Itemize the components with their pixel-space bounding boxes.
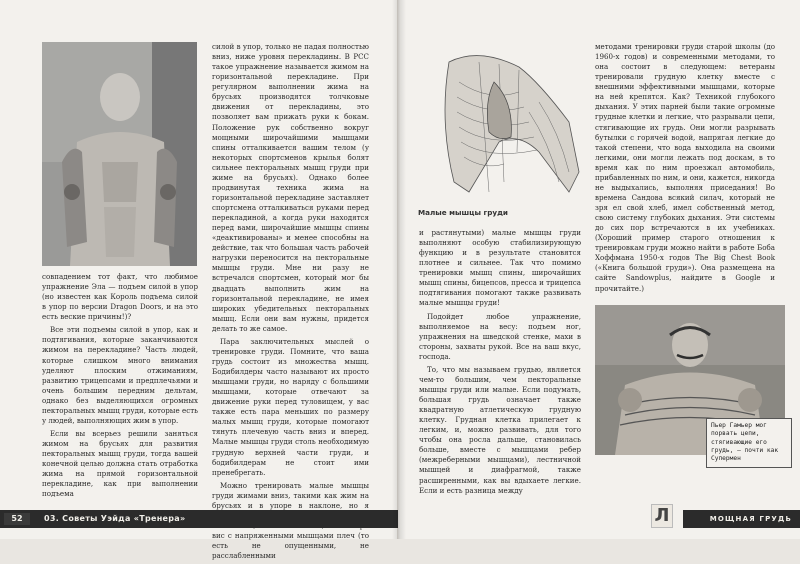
photo-caption: Пьер Гамьер мог порвать цепи, стягивающие его грудь, — почти как Супермен	[706, 418, 792, 468]
right-column-1	[419, 228, 581, 499]
logo-letter: Л	[654, 505, 670, 526]
paragraph: и растянутыми) малые мышцы груди выполняют особую стабилизирующую функцию и в результате становятся плотнее и сильнее. Так что помимо тренировки мышц спины, широчайших мышц спины, бицепсов, пресса и трицепса подтягивания помогают также развивать малые мышцы груди!	[419, 228, 581, 308]
page-number: 52	[4, 513, 30, 525]
paragraph: Подойдет любое упражнение, выполняемое на весу: подъем ног, упражнения на шведской стенке, махи в стороны, захваты рукой. Все на ваш вкус, господа.	[419, 311, 581, 361]
footer-left	[0, 510, 398, 528]
publisher-logo	[651, 504, 673, 528]
paragraph: Пара заключительных мыслей о тренировке груди. Помните, что ваша грудь состоит из множества мышц. Бодибилдеры часто называют их просто мышцами груди, но наряду с большими мышцами, которые отвечают за движение руки перед туловищем, у вас также есть пара меньших по размеру малых мышц груди, которые помогают тянуть плечевую часть вниз и вперед. Малые мышцы груди столь необходимую грудную верхней части груди, и бодибилдерам не стоит ими пренебрегать.	[212, 336, 369, 477]
section-title: МОЩНАЯ ГРУДЬ	[709, 515, 792, 523]
left-column-1	[42, 272, 198, 502]
paragraph: Можно тренировать малые мышцы груди жимами вниз, такими как жим на брусьях и в упоре в наклоне, но я вис с напряженными мышцами плеч (то есть не опущенными, не расслабленными	[212, 480, 369, 561]
illustration-caption: Малые мышцы груди	[418, 208, 508, 217]
chapter-title: 03. Советы Уэйда «Тренера»	[44, 514, 186, 523]
paragraph: Все эти подъемы силой в упор, как и подтягивания, которые заканчиваются жимом на перекладине? Часть людей, которые слишком много внимания уделяют плоским отжиманиям, развитию трицепсами и предплечьями и очень большим передним дельтам, однако без выделяющихся огромных пекторальных мышц груди, которые есть у людей, выполняющих жим в упор.	[42, 325, 198, 425]
photo-tattooed-athlete	[42, 42, 197, 266]
footer-right	[683, 510, 800, 528]
right-column-2	[595, 42, 775, 297]
left-column-2	[212, 42, 369, 564]
left-page	[0, 0, 398, 561]
paragraph: Если вы всерьез решили заняться жимом на брусьях для развития пекторальных мышц груди, тогда вашей конечной целью должна стать отработка жима на прямой горизонтальной перекладине, как при выполнении подъема	[42, 428, 198, 499]
paragraph: совпадением тот факт, что любимое упражнение Эла — подъем силой в упор (но известен как Король подъема силой в упор по версии Dragon Doors, и на это есть веские причины!)?	[42, 272, 198, 322]
paragraph: силой в упор, только не падая полностью вниз, ниже уровня перекладины. В РСС такое упражнение называется жимом на горизонтальной перекладине. При регулярном выполнении жима на брусьях производятся толчковые движения от перекладины, это позволяет вам прижать руки к бокам. Положение рук собственно вокруг мощными широчайшими мышцами спины отталкивается вашим телом (у некоторых спортсменов крылья болят сильнее пекторальных мышц груди при жиме на брусьях). Однако более продвинутая техника жима на горизонтальной перекладине заставляет спортсмена отталкиваться руками перед перекладиной, а когда руки находятся перед вами, широчайшие мышцы спины «деактивированы» и менее способны на действие, так что большая часть рабочей нагрузки переносится на пекторальные мышцы груди. Мне ни разу не встречался спортсмен, который мог бы двадцать выполнить жим на горизонтальной перекладине, не имея широких убедительных пекторальных мышц. Если они вам нужны, придется делать то же самое.	[212, 42, 369, 333]
paragraph: методами тренировки груди старой школы (до 1960-х годов) и современными методами, то она состоит в следующем: ветераны тренировали грудную клетку вместе с внешними эффективными мышцами, которые на ней крепятся. Как? Техникой глубокого дыхания. У этих парней были такие огромные грудные клетки и легкие, что разрывали цепи, стягивающие их грудь. Они могли разрывать бутылки с горячей водой, напрягая легкие до такой степени, что вода выходила на своими легкими, они могли лежать под доскам, в то время как по ним проезжал автомобиль, прибавленных по ним, и они, кажется, никогда не выдыхались, выполняя приседания! Во времена Сандова всякий силач, который не зря ел свой хлеб, имел собственный метод, свою систему глубоких дыхания. Эти системы до сих пор встречаются в их учебниках. (Хороший пример старого отношения к тренировкам груди можно найти в работе Боба Хоффмана 1950-х годов The Big Chest Book («Книга большой груди»). Она размещена на сайте Sandowplus, найдите в Google и прочитайте.)	[595, 42, 775, 293]
anatomy-illustration	[419, 42, 584, 204]
book-gutter	[392, 0, 406, 539]
paragraph: То, что мы называем грудью, является чем-то большим, чем пекторальные мышцы груди или малые. Если подумать, большая грудь означает также квадратную атлетическую грудную клетку. Грудная клетка прилегает к легким, и, можно развивать, для того чтобы она росла дальше, становилась больше, вместе с мышцами ребер (межреберными мышцами), лестничной мышцей и диафрагмой, также расширенными, как вы вдыхаете легкие. Если и есть разница между	[419, 364, 581, 495]
